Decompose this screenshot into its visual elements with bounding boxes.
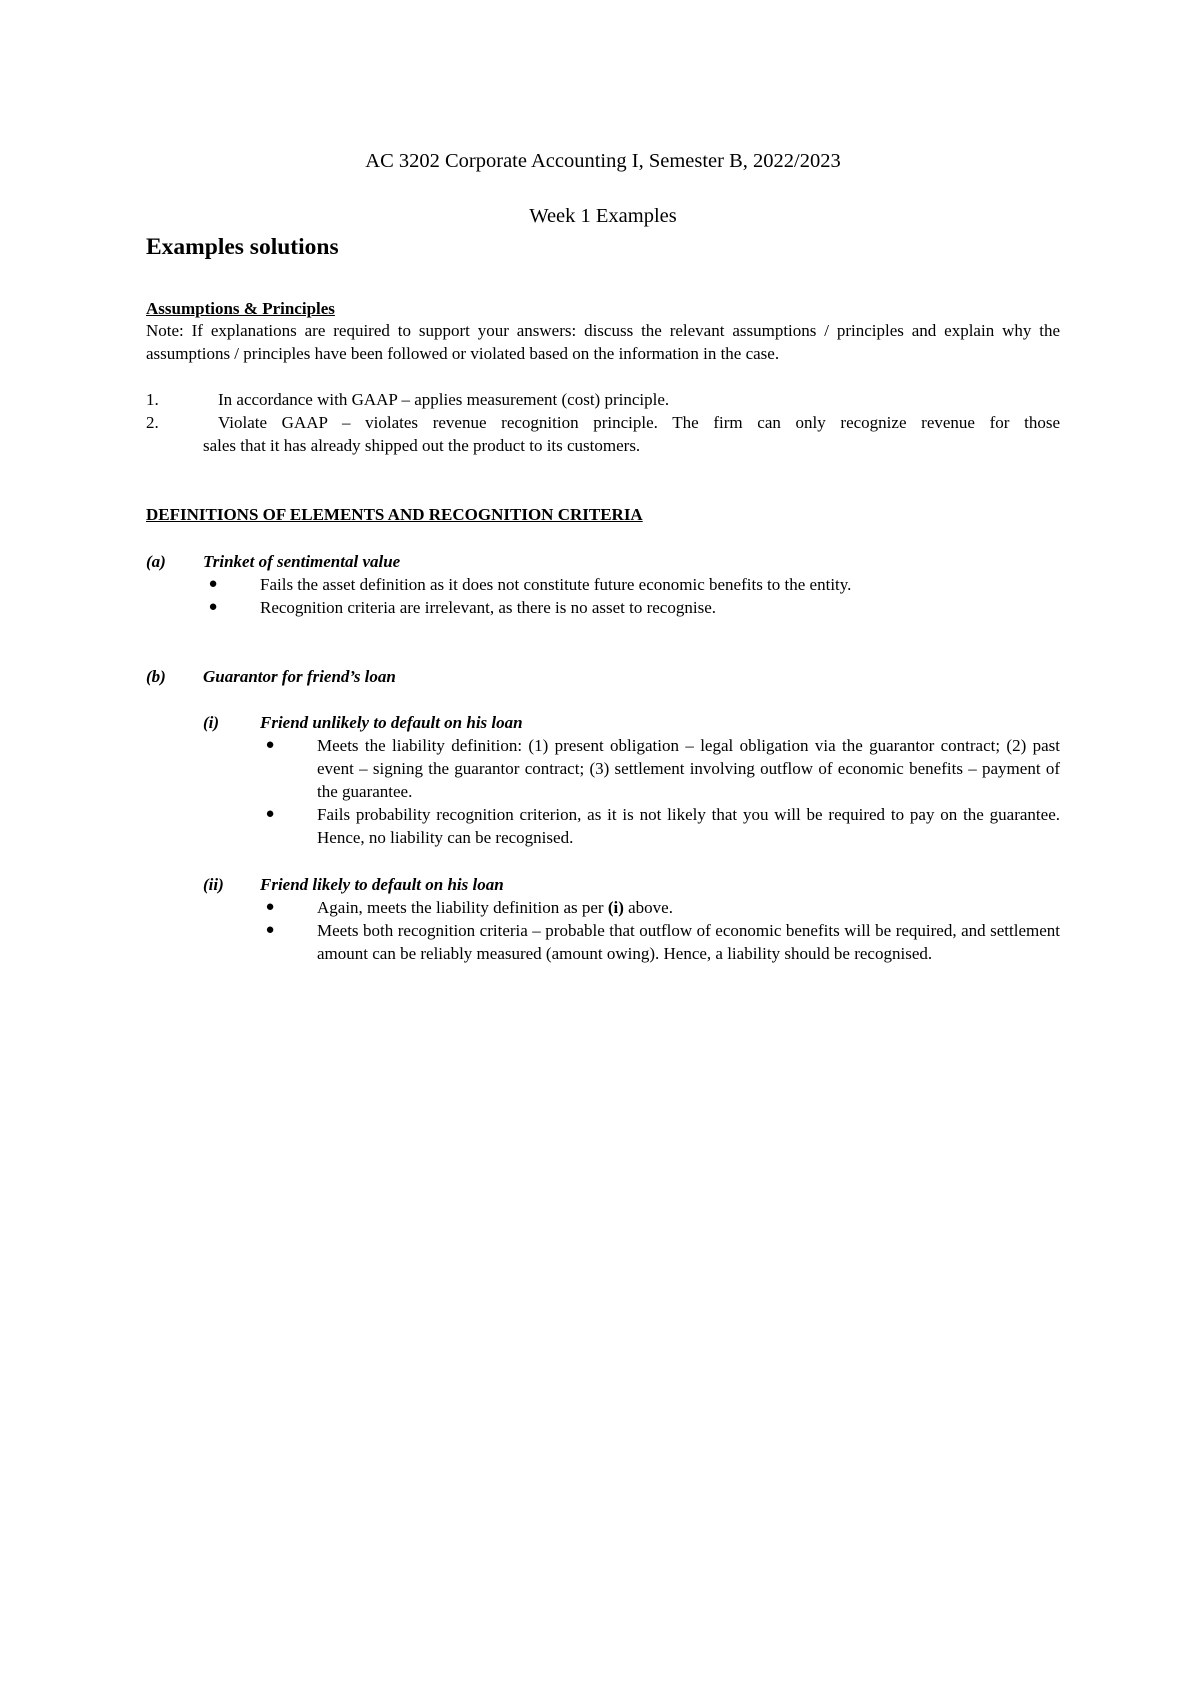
list-item-continuation: sales that it has already shipped out the product to its customers.: [203, 436, 641, 455]
bullet-text: Fails probability recognition criterion, as it is not likely that you will be required to pay on the guarantee. Hence, no liability can be recognised.: [317, 805, 1060, 847]
section-heading: Examples solutions: [146, 234, 339, 260]
document-page: [146, 0, 1060, 1698]
bullet-icon: ●: [265, 922, 275, 938]
bullet-text-pre: Again, meets the liability definition as per: [317, 898, 608, 917]
list-item-text: Violate GAAP – violates revenue recognition principle. The firm can only recognize revenue for those: [218, 413, 1060, 432]
bullet-icon: ●: [265, 899, 275, 915]
list-number: 2.: [146, 413, 159, 432]
part-b-title: Guarantor for friend’s loan: [203, 667, 396, 686]
bullet-text: Recognition criteria are irrelevant, as there is no asset to recognise.: [260, 598, 716, 617]
document-title: AC 3202 Corporate Accounting I, Semester B, 2022/2023: [365, 150, 841, 172]
bullet-icon: ●: [208, 599, 218, 615]
sub-ii-label: (ii): [203, 875, 224, 894]
part-b-label: (b): [146, 667, 166, 686]
list-item-text: In accordance with GAAP – applies measurement (cost) principle.: [218, 390, 670, 409]
bullet-text: [317, 896, 1060, 919]
bullet-text: Meets the liability definition: (1) present obligation – legal obligation via the guarantor contract; (2) past event – signing the guarantor contract; (3) settlement involving outflow of economic benefits – payment of the guarantee.: [317, 736, 1060, 801]
sub-i-title: Friend unlikely to default on his loan: [260, 713, 523, 732]
part-a-title: Trinket of sentimental value: [203, 552, 401, 571]
week-label: Week 1 Examples: [529, 205, 677, 227]
definitions-heading: DEFINITIONS OF ELEMENTS AND RECOGNITION CRITERIA: [146, 505, 643, 524]
part-a-label: (a): [146, 552, 166, 571]
bullet-icon: ●: [265, 737, 275, 753]
assumptions-note: Note: If explanations are required to support your answers: discuss the relevant assumptions / principles and explain why the assumptions / principles have been followed or violated based on the information in the case.: [146, 321, 1060, 363]
bullet-icon: ●: [208, 576, 218, 592]
list-number: 1.: [146, 390, 159, 409]
bullet-icon: ●: [265, 806, 275, 822]
sub-ii-title: Friend likely to default on his loan: [260, 875, 504, 894]
sub-i-label: (i): [203, 713, 220, 732]
bullet-text-post: above.: [623, 898, 673, 917]
bullet-text-ref: (i): [607, 898, 624, 917]
assumptions-heading: Assumptions & Principles: [146, 299, 335, 318]
bullet-text: Meets both recognition criteria – probable that outflow of economic benefits will be required, and settlement amount can be reliably measured (amount owing). Hence, a liability should be recognised.: [317, 921, 1060, 963]
bullet-text: Fails the asset definition as it does not constitute future economic benefits to the entity.: [260, 575, 852, 594]
